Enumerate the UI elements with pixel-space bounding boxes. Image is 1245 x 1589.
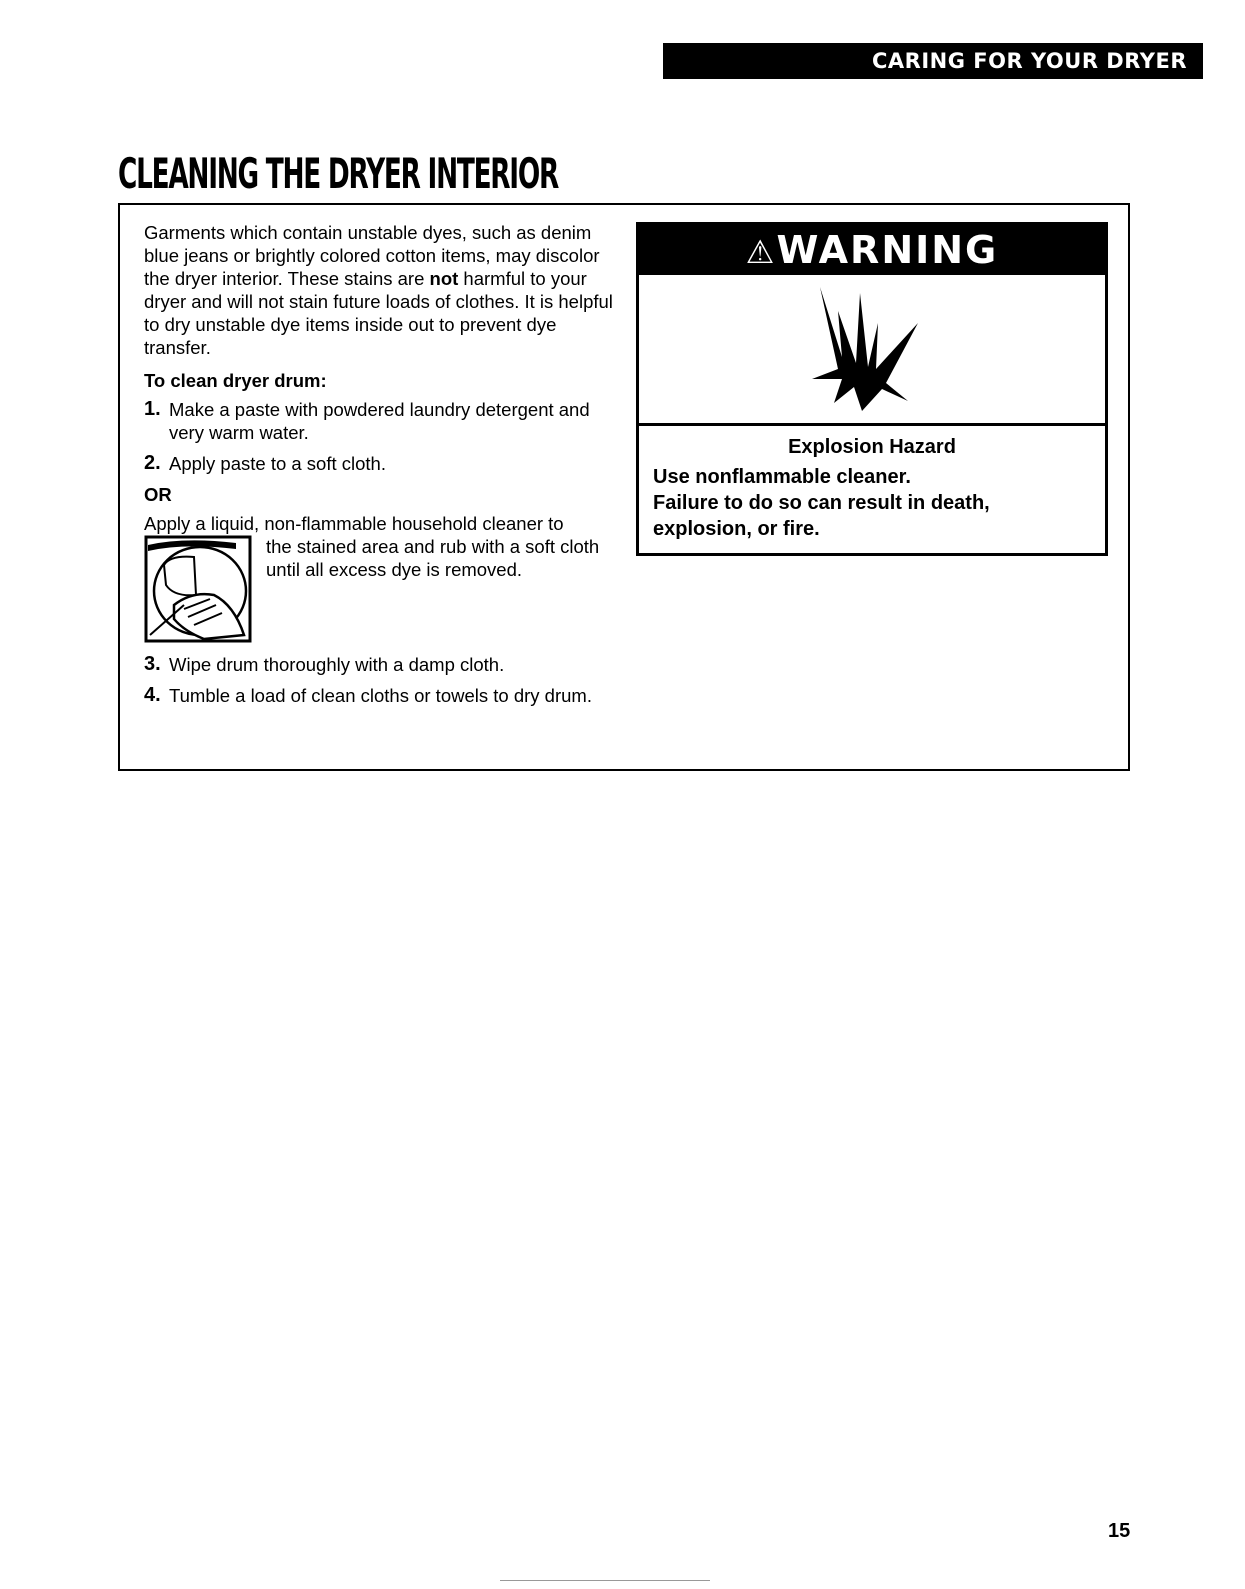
section-banner: CARING FOR YOUR DRYER xyxy=(663,43,1203,79)
warning-header xyxy=(639,225,1105,275)
warning-box xyxy=(636,222,1108,556)
step-number: 4. xyxy=(144,684,161,706)
warning-instruction: Use nonflammable cleaner. xyxy=(653,466,911,488)
bottom-rule xyxy=(500,1580,710,1581)
step-text: Wipe drum thoroughly with a damp cloth. xyxy=(169,654,505,675)
alternative-line-2: the stained area and rub with a soft cloth until all excess dye is removed. xyxy=(266,536,600,580)
intro-paragraph: Garments which contain unstable dyes, such as denim blue jeans or brightly colored cotton items, may discolor the dryer interior. These stains are not harmful to your dryer and will not stain future loads of clothes. It is helpful to dry unstable dye items inside out to prevent dye transfer. xyxy=(144,222,613,358)
warning-label: WARNING xyxy=(776,228,999,272)
page-title-wordmark xyxy=(118,140,558,206)
step-1 xyxy=(144,398,614,444)
warning-triangle-icon: ⚠ xyxy=(745,233,777,271)
step-number: 1. xyxy=(144,398,161,420)
warning-consequence: Failure to do so can result in death, explosion, or fire. xyxy=(653,492,990,540)
warning-message xyxy=(639,426,1105,550)
warning-graphic xyxy=(639,275,1105,426)
procedure-heading: To clean dryer drum: xyxy=(144,370,327,391)
step-4 xyxy=(144,684,614,707)
instructions-column xyxy=(144,221,614,715)
wipe-illustration-row xyxy=(144,535,614,645)
step-text: Tumble a load of clean cloths or towels to dry drum. xyxy=(169,685,592,706)
content-box xyxy=(118,203,1130,771)
explosion-icon xyxy=(802,283,932,415)
step-3 xyxy=(144,653,614,676)
step-number: 3. xyxy=(144,653,161,675)
page-title-text: CLEANING THE DRYER INTERIOR xyxy=(118,149,560,198)
wipe-drum-icon xyxy=(144,535,254,645)
alternative-line-1: Apply a liquid, non-flammable household cleaner to xyxy=(144,513,564,534)
step-2 xyxy=(144,452,614,475)
or-label: OR xyxy=(144,484,172,505)
hazard-title: Explosion Hazard xyxy=(788,436,956,458)
step-text: Apply paste to a soft cloth. xyxy=(169,453,386,474)
step-number: 2. xyxy=(144,452,161,474)
step-text: Make a paste with powdered laundry detergent and very warm water. xyxy=(169,399,590,443)
page-number: 15 xyxy=(1108,1520,1131,1542)
